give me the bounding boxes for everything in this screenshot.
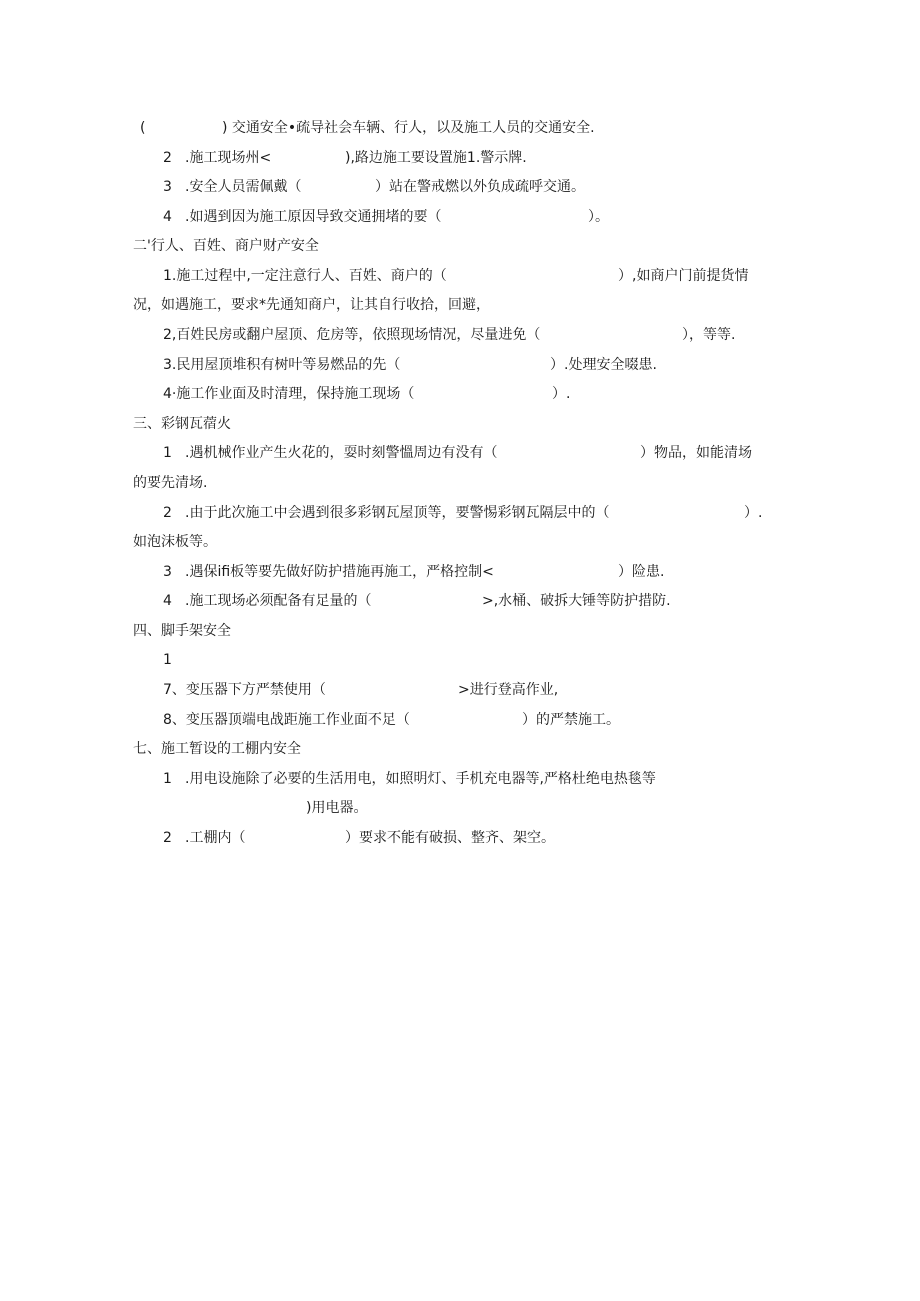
line-text: ）站在警戒燃以外负成疏呼交通。 [375,179,585,195]
line-text: ）. [552,386,571,402]
line-text: 况，如遇施工，要求*先通知商户，让其自行收拾，回避， [133,297,490,313]
line-text: .施工现场必须配备有足量的（ [185,593,372,609]
line-text: ）物品，如能清场 [640,445,752,461]
item-number: 4 [163,593,172,609]
line-text: 4·施工作业面及时清理，保持施工现场（ [163,386,415,402]
line-text: ）。 [588,209,609,225]
heading-text: 四、脚手架安全 [133,623,231,639]
item-number: 1 [163,445,172,461]
item-number: 3 [163,564,172,580]
line-text: ）.处理安全啜患. [550,357,657,373]
line-text: 的要先清场. [133,475,208,491]
line-text: ）. [744,505,763,521]
item-number: 1 [163,771,172,787]
line-text: ），等等. [682,327,736,343]
item-number: 2 [163,505,172,521]
item-number: 1 [163,652,172,668]
line-text: >,水桶、破拆大锤等防护措防. [482,593,671,609]
heading-text: 三、彩钢瓦蓿火 [133,416,231,432]
line-text: >进行登高作业, [458,682,559,698]
line-text: 3.民用屋顶堆积有树叶等易燃品的先（ [163,357,401,373]
heading-text: 二'行人、百姓、商户财产安全 [133,238,319,254]
item-number: 4 [163,209,172,225]
item-number: 2 [163,150,172,166]
line-text: .施工现场州< [185,150,272,166]
line-text: 7、变压器下方严禁使用（ [163,682,326,698]
line-text: 2,百姓民房或翻户屋顶、危房等，依照现场情况，尽量进免（ [163,327,541,343]
line-text: 8、变压器顶端电战距施工作业面不足（ [163,712,410,728]
line-text: ),路边施工要设置施1.警示牌. [345,150,527,166]
heading-text: 七、施工暂设的工棚内安全 [133,741,301,757]
line-text: .如遇到因为施工原因导致交通拥堵的要（ [185,209,442,225]
line-text: .遇机械作业产生火花的，耍时刻警慍周边有没有（ [185,445,498,461]
line-text: ）,如商户门前提货情 [618,268,749,284]
line-text: 如泡沫板等。 [133,534,217,550]
item-number: 3 [163,179,172,195]
line-text: ) 交通安全•疏导社会车辆、行人，以及施工人员的交通安全. [222,120,595,136]
line-text: )用电器。 [306,800,368,816]
line-text: .由于此次施工中会遇到很多彩钢瓦屋顶等，要警惕彩钢瓦隔层中的（ [185,505,610,521]
open-paren: ( [140,120,146,136]
line-text: .用电设施除了必要的生活用电，如照明灯、手机充电器等,严格杜绝电热毯等 [185,771,656,787]
line-text: .安全人员需佩戴（ [185,179,302,195]
line-text: ）要求不能有破损、整齐、架空。 [345,830,555,846]
line-text: ）险患. [618,564,665,580]
item-number: 2 [163,830,172,846]
line-text: 1.施工过程中,一定注意行人、百姓、商户的（ [163,268,447,284]
line-text: ）的严禁施工。 [522,712,620,728]
line-text: .工棚内（ [185,830,246,846]
line-text: .遇保ifi板等要先做好防护措施再施工，严格控制< [185,564,494,580]
